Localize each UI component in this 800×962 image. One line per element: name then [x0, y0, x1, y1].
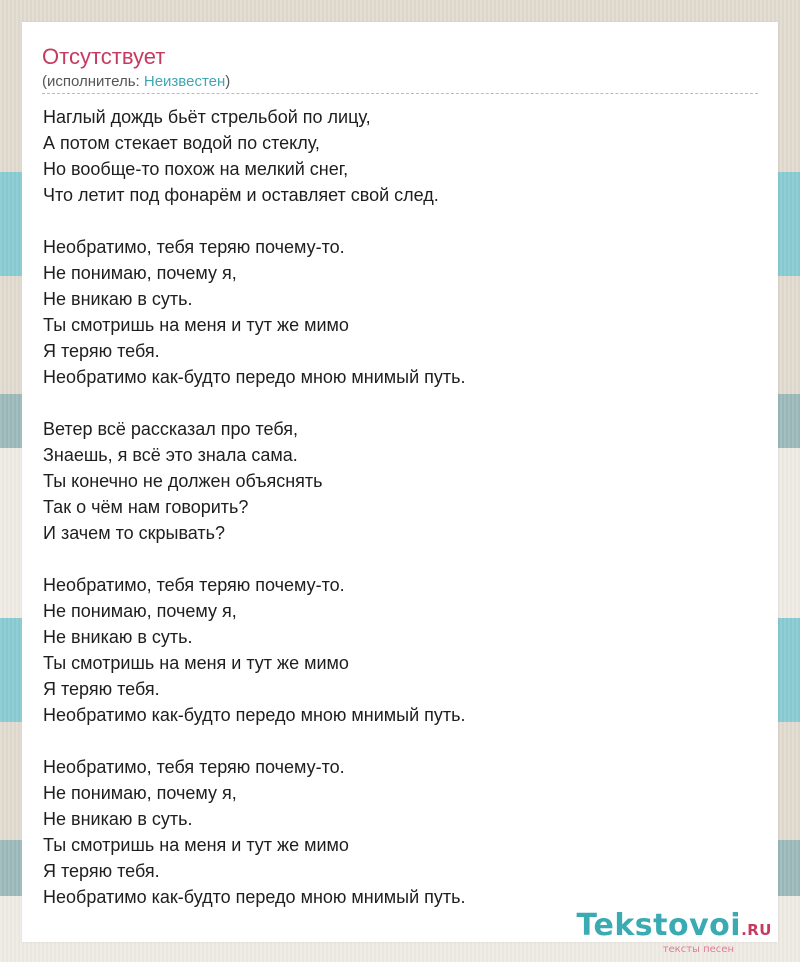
- artist-link[interactable]: Неизвестен: [143, 73, 226, 90]
- lyrics-line: Я теряю тебя.: [43, 861, 160, 881]
- lyrics-line: А потом стекает водой по стеклу,: [43, 133, 320, 153]
- lyrics-line: Не понимаю, почему я,: [43, 263, 237, 283]
- logo-tagline: тексты песен: [662, 944, 734, 955]
- lyrics-line: Необратимо как-будто передо мною мнимый путь.: [43, 367, 466, 387]
- lyrics-line: Так о чём нам говорить?: [43, 497, 249, 517]
- artist-line: [42, 73, 230, 91]
- lyrics-line: Наглый дождь бьёт стрельбой по лицу,: [43, 107, 371, 127]
- site-logo[interactable]: [577, 910, 772, 956]
- lyrics-line: Не вникаю в суть.: [43, 809, 193, 829]
- lyrics-line: Не понимаю, почему я,: [43, 601, 237, 621]
- lyrics-line: Я теряю тебя.: [43, 679, 160, 699]
- lyrics-stanza: [43, 416, 753, 546]
- lyrics-text: [43, 104, 753, 936]
- lyrics-line: Ты конечно не должен объяснять: [43, 471, 323, 491]
- lyrics-line: Необратимо, тебя теряю почему-то.: [43, 575, 345, 595]
- lyrics-line: Необратимо как-будто передо мною мнимый путь.: [43, 887, 466, 907]
- lyrics-line: Не вникаю в суть.: [43, 289, 193, 309]
- artist-suffix: ): [225, 73, 231, 90]
- title-divider: [42, 93, 758, 94]
- logo-name: Tekstovoi: [576, 908, 742, 943]
- lyrics-line: Не вникаю в суть.: [43, 627, 193, 647]
- lyrics-line: Ветер всё рассказал про тебя,: [43, 419, 299, 439]
- lyrics-line: Ты смотришь на меня и тут же мимо: [43, 835, 349, 855]
- lyrics-line: Я теряю тебя.: [43, 341, 160, 361]
- artist-prefix: (исполнитель:: [42, 73, 144, 90]
- lyrics-line: Необратимо как-будто передо мною мнимый путь.: [43, 705, 466, 725]
- lyrics-line: Необратимо, тебя теряю почему-то.: [43, 757, 345, 777]
- lyrics-stanza: [43, 572, 753, 728]
- song-title: Отсутствует: [42, 44, 166, 69]
- lyrics-line: Ты смотришь на меня и тут же мимо: [43, 653, 349, 673]
- lyrics-card: [22, 22, 778, 942]
- lyrics-stanza: [43, 754, 753, 910]
- lyrics-line: Не понимаю, почему я,: [43, 783, 237, 803]
- lyrics-line: И зачем то скрывать?: [43, 523, 226, 543]
- lyrics-line: Необратимо, тебя теряю почему-то.: [43, 237, 345, 257]
- lyrics-line: Что летит под фонарём и оставляет свой след.: [43, 185, 439, 205]
- logo-tld: .RU: [741, 921, 772, 939]
- lyrics-line: Но вообще-то похож на мелкий снег,: [43, 159, 349, 179]
- lyrics-line: Ты смотришь на меня и тут же мимо: [43, 315, 349, 335]
- lyrics-line: Знаешь, я всё это знала сама.: [43, 445, 298, 465]
- lyrics-stanza: [43, 234, 753, 390]
- lyrics-stanza: [43, 104, 753, 208]
